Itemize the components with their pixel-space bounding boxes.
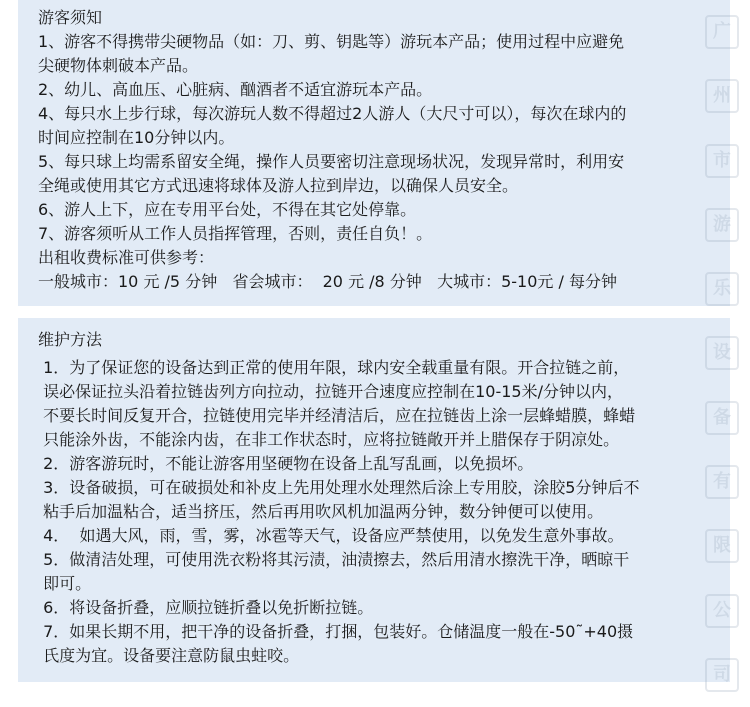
maintenance-line: 5．做清洁处理，可使用洗衣粉将其污渍，油渍擦去，然后用清水擦洗干净，晒晾干 — [38, 550, 630, 569]
maintenance-line: 不要长时间反复开合，拉链使用完毕并经清洁后，应在拉链齿上涂一层蜂蜡膜，蜂蜡 — [38, 406, 636, 425]
notice-line: 7、游客须听从工作人员指挥管理，否则，责任自负！。 — [38, 224, 433, 243]
maintenance-title: 维护方法 — [38, 330, 103, 349]
notice-line: 时间应控制在10分钟以内。 — [38, 128, 235, 147]
maintenance-line: 1．为了保证您的设备达到正常的使用年限，球内安全载重量有限。开合拉链之前， — [38, 358, 630, 377]
notice-line: 5、每只球上均需系留安全绳，操作人员要密切注意现场状况，发现异常时，利用安 — [38, 152, 625, 171]
pricing-line: 一般城市：10 元 /5 分钟 省会城市： 20 元 /8 分钟 大城市：5-10元 / 每分钟 — [38, 272, 617, 291]
watermark-char: 广 — [705, 15, 739, 49]
maintenance-line: 7．如果长期不用，把干净的设备折叠，打捆，包装好。仓储温度一般在-50˜+40摄 — [38, 622, 634, 641]
watermark-char: 州 — [705, 79, 739, 113]
watermark-char: 限 — [705, 529, 739, 563]
watermark-char: 市 — [705, 144, 739, 178]
visitor-notice-panel — [18, 0, 730, 306]
notice-line: 6、游人上下，应在专用平台处，不得在其它处停靠。 — [38, 200, 417, 219]
maintenance-line: 2．游客游玩时，不能让游客用坚硬物在设备上乱写乱画，以免损坏。 — [38, 454, 534, 473]
maintenance-line: 只能涂外齿，不能涂内齿，在非工作状态时，应将拉链敞开并上腊保存于阴凉处。 — [38, 430, 620, 449]
watermark-char: 备 — [705, 401, 739, 435]
maintenance-line: 即可。 — [38, 574, 92, 593]
notice-line: 尖硬物体刺破本产品。 — [38, 56, 199, 75]
watermark-char: 乐 — [705, 272, 739, 306]
watermark-char: 公 — [705, 594, 739, 628]
maintenance-line: 3．设备破损，可在破损处和补皮上先用处理水处理然后涂上专用胶，涂胶5分钟后不 — [38, 478, 640, 497]
watermark-char: 司 — [705, 658, 739, 692]
watermark-char: 有 — [705, 465, 739, 499]
visitor-notice-title: 游客须知 — [38, 8, 103, 27]
notice-line: 全绳或使用其它方式迅速将球体及游人拉到岸边，以确保人员安全。 — [38, 176, 519, 195]
maintenance-line: 氏度为宜。设备要注意防鼠虫蛀咬。 — [38, 646, 300, 665]
notice-line: 2、幼儿、高血压、心脏病、酗酒者不适宜游玩本产品。 — [38, 80, 433, 99]
notice-line: 1、游客不得携带尖硬物品（如：刀、剪、钥匙等）游玩本产品；使用过程中应避免 — [38, 32, 625, 51]
maintenance-line: 粘手后加温粘合，适当挤压，然后再用吹风机加温两分钟，数分钟便可以使用。 — [38, 502, 604, 521]
watermark-char: 游 — [705, 208, 739, 242]
maintenance-line: 6．将设备折叠，应顺拉链折叠以免折断拉链。 — [38, 598, 374, 617]
watermark-char: 设 — [705, 336, 739, 370]
maintenance-panel — [18, 318, 730, 682]
maintenance-line: 4． 如遇大风，雨，雪，雾，冰雹等天气，设备应严禁使用，以免发生意外事故。 — [38, 526, 624, 545]
pricing-heading: 出租收费标准可供参考： — [38, 248, 215, 267]
notice-line: 4、每只水上步行球，每次游玩人数不得超过2人游人（大尺寸可以），每次在球内的 — [38, 104, 627, 123]
maintenance-line: 误必保证拉头沿着拉链齿列方向拉动，拉链开合速度应控制在10-15米/分钟以内， — [38, 382, 623, 401]
